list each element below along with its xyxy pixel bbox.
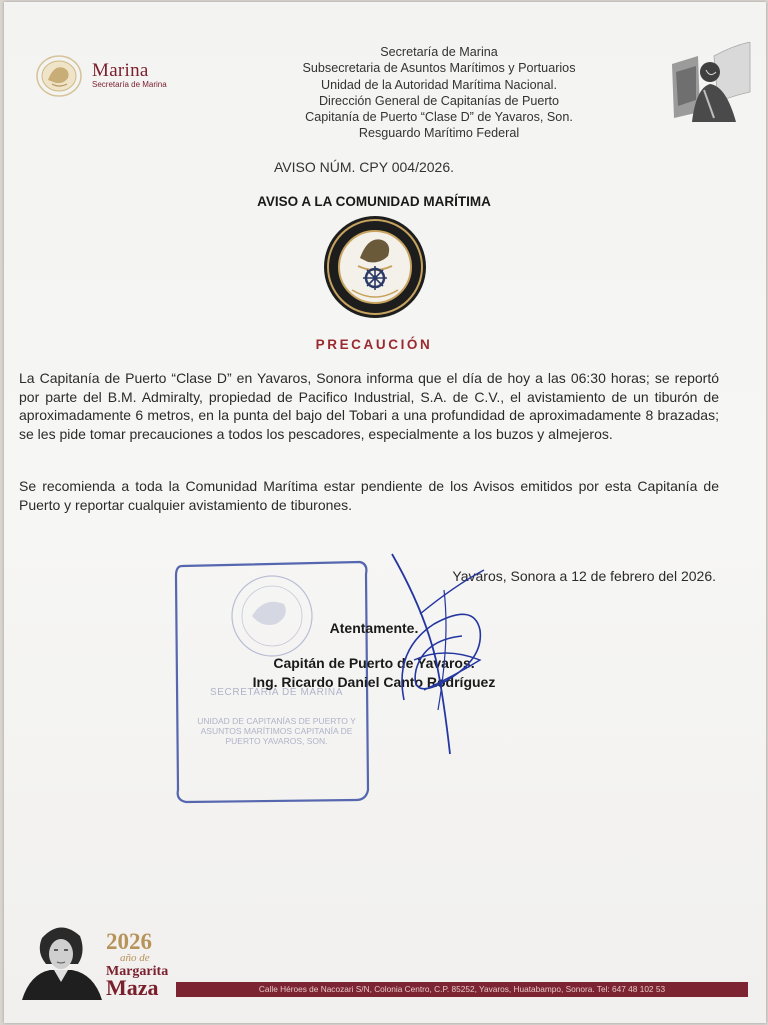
margarita-maza-portrait [20,920,104,1000]
date-line: Yavaros, Sonora a 12 de febrero del 2026. [452,568,716,584]
header-line: Dirección General de Capitanías de Puerto [318,93,560,108]
aviso-number: AVISO NÚM. CPY 004/2026. [274,159,455,175]
footer-name-first: Margarita [106,964,169,979]
handwritten-signature [384,550,494,760]
precaution-heading: PRECAUCIÓN [315,337,433,352]
document-page [4,2,766,1023]
header-line: Secretaría de Marina [380,45,498,59]
flag-portrait-illustration [670,42,754,124]
header-line: Capitanía de Puerto “Clase D” de Yavaros, Son. [305,110,573,125]
brand-name: Marina [92,60,149,81]
closing-text: Atentamente. [329,620,419,636]
brand-subtitle: Secretaría de Marina [92,80,167,89]
notice-paragraph-2: Se recomienda a toda la Comunidad Marítima estar pendiente de los Avisos emitidos por esta Capitanía de Puerto y reportar cualquier avistamiento de tiburones. [19,478,719,513]
header-line: Unidad de la Autoridad Marítima Nacional. [321,77,557,92]
marina-logo [34,54,167,98]
footer-anio: año de [120,952,150,964]
authority-seal-icon [322,214,428,320]
stamp-line-2: UNIDAD DE CAPITANÍAS DE PUERTO Y ASUNTOS MARÍTIMOS CAPITANÍA DE PUERTO YAVAROS, SON. [197,716,356,746]
stamp-line-1: SECRETARÍA DE MARINA [210,687,343,698]
eagle-emblem-icon [34,54,84,98]
header-line: Resguardo Marítimo Federal [358,126,520,141]
signer-name: Ing. Ricardo Daniel Canto Rodríguez [252,674,496,690]
aviso-title: AVISO A LA COMUNIDAD MARÍTIMA [257,194,491,209]
signer-title: Capitán de Puerto de Yavaros. [273,655,475,671]
footer-year: 2026 [106,929,152,954]
notice-paragraph-1: La Capitanía de Puerto “Clase D” en Yavaros, Sonora informa que el día de hoy a las 06:30 horas; se reportó por parte del B.M. Admiralty, propiedad de Pacifico Industrial, S.A. de C.V., el avistamiento de un tiburón de aproximadamente 6 metros, en la punta del bajo del Tobari a una profundidad de aproximadamente 8 brazadas; se les pide tomar precauciones a todos los pescadores, especialmente a los buzos y almejeros. [19,370,719,442]
footer-name-last: Maza [106,975,159,1000]
header-line: Subsecretaria de Asuntos Marítimos y Portuarios [302,61,576,76]
footer-address-bar: Calle Héroes de Nacozari S/N, Colonia Centro, C.P. 85252, Yavaros, Huatabampo, Sonora. Tel: 647 48 102 53 [176,982,748,997]
header-institution-lines [236,44,642,142]
